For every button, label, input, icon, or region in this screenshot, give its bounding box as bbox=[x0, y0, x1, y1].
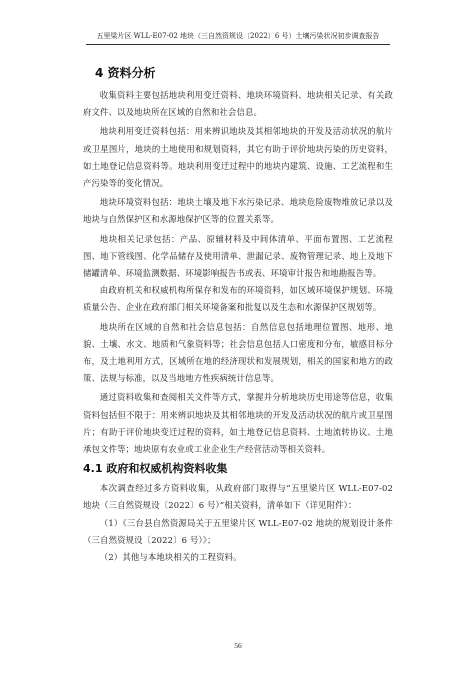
section-body bbox=[83, 87, 393, 458]
page-number: 56 bbox=[234, 641, 242, 650]
page-header-text: 五里梁片区 WLL-E07-02 地块（三自然资规设〔2022〕6 号）土壤污染状况初步调查报告 bbox=[96, 32, 380, 40]
page-content bbox=[83, 56, 393, 566]
list-item: （2）其他与本地块相关的工程资料。 bbox=[99, 552, 242, 563]
paragraph: 由政府机关和权威机构所保存和发布的环境资料，如区域环境保护规划、环境质量公告、企业在政府部门相关环境备案和批复以及生态和水源保护区规划等。 bbox=[83, 285, 393, 313]
section-heading: 4 资料分析 bbox=[95, 66, 156, 80]
paragraph: 地块利用变迁资料包括：用来辨识地块及其相邻地块的开发及活动状况的航片或卫星图片，地块的土地使用和规划资料，其它有助于评价地块污染的历史资料，如土地登记信息资料等。地块利用变迁过程中的地块内建筑、设施、工艺流程和生产污染等的变化情况。 bbox=[83, 126, 393, 189]
page-header bbox=[86, 30, 390, 45]
paragraph: 本次调查经过多方资料收集，从政府部门取得与“五里梁片区 WLL-E07-02 地块（三自然资规设〔2022〕6 号）”相关资料，清单如下（详见附件）： bbox=[83, 483, 393, 511]
paragraph: 地块环境资料包括：地块土壤及地下水污染记录、地块危险废物堆放记录以及地块与自然保护区和水源地保护区等的位置关系等。 bbox=[83, 197, 393, 225]
subsection-body bbox=[83, 480, 393, 566]
list-item: （1）《三台县自然资源局关于五里梁片区 WLL-E07-02 地块的规划设计条件（三自然资规设〔2022〕6 号）》； bbox=[83, 517, 393, 545]
paragraph: 地块相关记录包括：产品、原辅材料及中间体清单、平面布置图、工艺流程图、地下管线图、化学品储存及使用清单、泄漏记录、废物管理记录、地上及地下储罐清单、环境监测数据、环境影响报告书或表、环境审计报告和地勘报告等。 bbox=[83, 233, 393, 279]
subsection-heading: 4.1 政府和权威机构资料收集 bbox=[83, 462, 228, 476]
paragraph: 通过资料收集和查阅相关文件等方式，掌握并分析地块历史用途等信息，收集资料包括但不限于：用来辨识地块及其相邻地块的开发及活动状况的航片或卫星图片；有助于评价地块变迁过程的资料，如土地登记信息资料、土地流转协议、土地承包文件等；地块原有农业或工业企业生产经营活动等相关资料。 bbox=[83, 392, 393, 455]
paragraph: 收集资料主要包括地块利用变迁资料、地块环境资料、地块相关记录、有关政府文件、以及地块所在区域的自然和社会信息。 bbox=[83, 90, 393, 118]
paragraph: 地块所在区域的自然和社会信息包括：自然信息包括地理位置图、地形、地貌、土壤、水文、地质和气象资料等；社会信息包括人口密度和分布，敏感目标分布，及土地利用方式，区域所在地的经济现状和发展规划，相关的国家和地方的政策、法规与标准，以及当地地方性疾病统计信息等。 bbox=[83, 321, 393, 384]
